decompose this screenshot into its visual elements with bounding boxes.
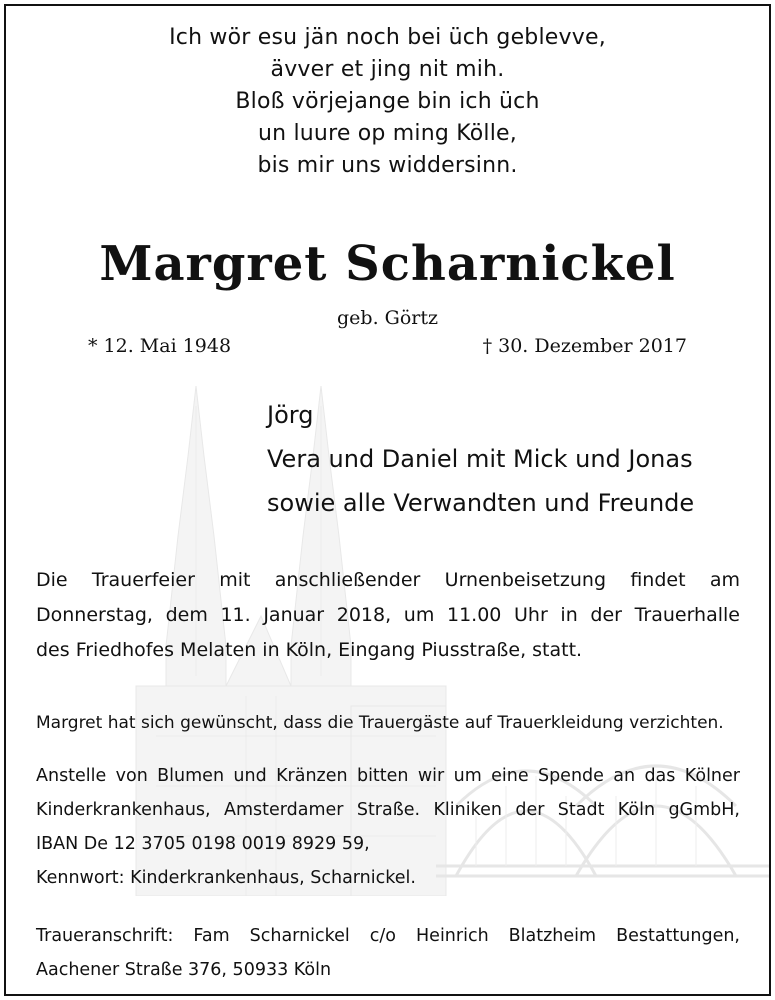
poem <box>6 22 769 182</box>
deceased-name: Margret Scharnickel <box>99 236 676 292</box>
funeral-details <box>36 563 740 668</box>
mourner-line: Jörg <box>267 401 314 429</box>
birth-name: geb. Görtz <box>337 307 438 329</box>
funeral-line: des Friedhofes Melaten in Köln, Eingang Piusstraße, statt. <box>36 639 583 661</box>
poem-line: bis mir uns widdersinn. <box>257 153 518 178</box>
mourner-line: sowie alle Verwandten und Freunde <box>267 489 695 517</box>
obituary-notice <box>4 4 771 996</box>
donation-line: Anstelle von Blumen und Kränzen bitten wir um eine Spende an das Kölner <box>36 766 740 786</box>
poem-line: un luure op ming Kölle, <box>258 121 517 146</box>
donation-line: IBAN De 12 3705 0198 0019 8929 59, <box>36 834 370 854</box>
birth-date: * 12. Mai 1948 <box>88 335 232 357</box>
mourners-list <box>267 393 694 525</box>
donation-line: Kennwort: Kinderkrankenhaus, Scharnickel. <box>36 868 416 888</box>
mourning-address <box>36 919 740 987</box>
dress-wish <box>36 706 740 741</box>
wish-line: Margret hat sich gewünscht, dass die Trauergäste auf Trauerkleidung verzichten. <box>36 713 724 733</box>
address-line: Traueranschrift: Fam Scharnickel c/o Heinrich Blatzheim Bestattungen, <box>36 926 740 946</box>
funeral-line: Die Trauerfeier mit anschließender Urnenbeisetzung findet am <box>36 569 740 591</box>
donation-line: Kinderkrankenhaus, Amsterdamer Straße. Kliniken der Stadt Köln gGmbH, <box>36 800 740 820</box>
death-date: † 30. Dezember 2017 <box>482 335 687 357</box>
poem-line: Ich wör esu jän noch bei üch geblevve, <box>169 25 606 50</box>
mourner-line: Vera und Daniel mit Mick und Jonas <box>267 445 693 473</box>
poem-line: ävver et jing nit mih. <box>270 57 505 82</box>
funeral-line: Donnerstag, dem 11. Januar 2018, um 11.00 Uhr in der Trauerhalle <box>36 604 740 626</box>
poem-line: Bloß vörjejange bin ich üch <box>235 89 540 114</box>
donation-request <box>36 759 740 895</box>
address-line: Aachener Straße 376, 50933 Köln <box>36 960 332 980</box>
